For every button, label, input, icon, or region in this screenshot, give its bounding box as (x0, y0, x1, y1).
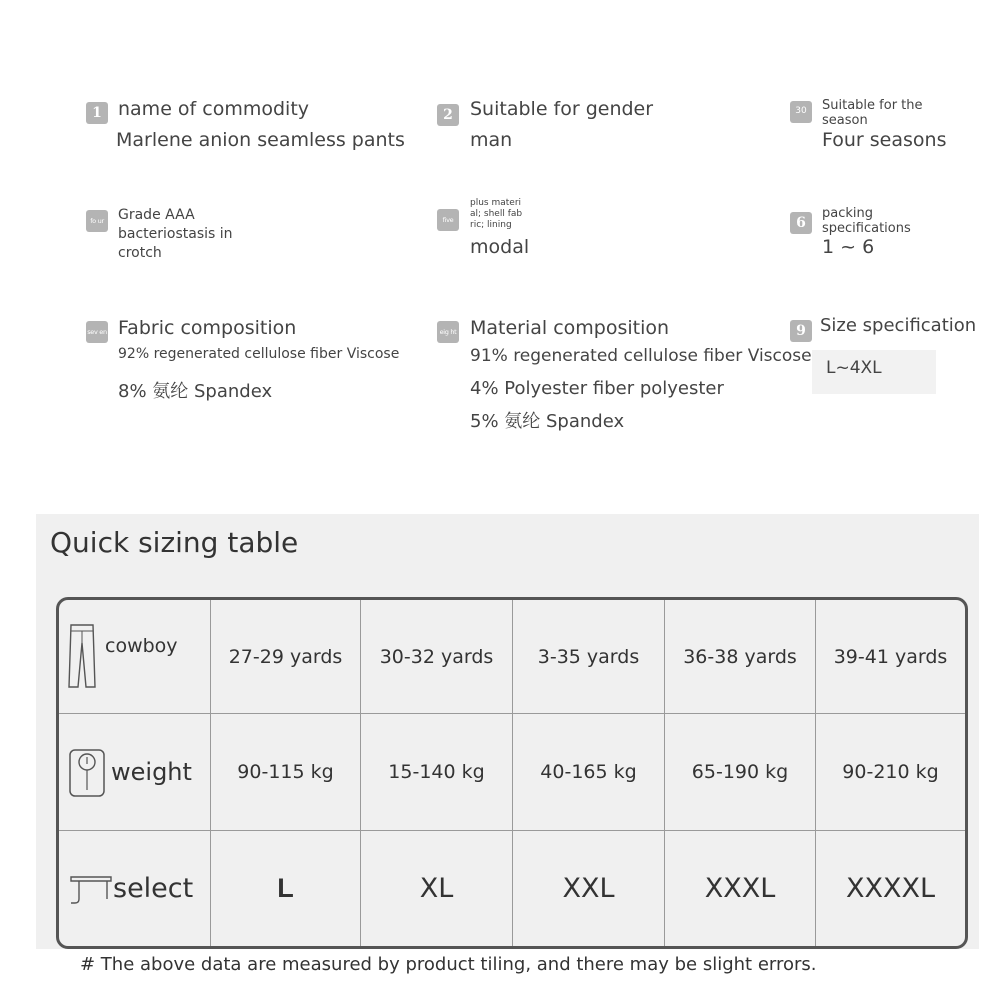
spec-title: Material composition (470, 317, 670, 339)
table-cell: XXL (513, 831, 665, 946)
table-cell: 36-38 yards (665, 600, 816, 714)
sizing-panel (36, 514, 979, 949)
table-cell: 65-190 kg (665, 714, 816, 831)
size-value-box (812, 350, 936, 394)
spec-title: Suitable for gender (470, 98, 654, 120)
spec-value: man (470, 129, 513, 151)
row-header-select (59, 831, 211, 946)
row-header-weight (59, 714, 211, 831)
spec-number-badge: 30 (790, 101, 812, 123)
table-cell: L (211, 831, 361, 946)
spec-value-line: 5% 氨纶 Spandex (470, 411, 625, 432)
sizing-table (56, 597, 968, 949)
pants-icon (67, 623, 97, 691)
table-cell: 3-35 yards (513, 600, 665, 714)
spec-number-badge: eig ht (437, 321, 459, 343)
table-cell: 30-32 yards (361, 600, 513, 714)
table-cell: XL (361, 831, 513, 946)
spec-value: Marlene anion seamless pants (116, 129, 405, 151)
spec-number-badge: 1 (86, 102, 108, 124)
row-header-cowboy (59, 600, 211, 714)
row-label: cowboy (105, 634, 178, 657)
spec-value-line: 91% regenerated cellulose fiber Viscose (470, 346, 812, 366)
spec-title: name of commodity (118, 98, 310, 120)
spec-value: L~4XL (826, 358, 882, 378)
spec-value: Four seasons (822, 129, 947, 151)
table-cell: XXXL (665, 831, 816, 946)
sizing-title: Quick sizing table (50, 526, 299, 559)
spec-title: Suitable for the season (822, 98, 923, 128)
table-cell: 15-140 kg (361, 714, 513, 831)
spec-value-line: 8% 氨纶 Spandex (118, 381, 273, 402)
spec-number-badge: 2 (437, 104, 459, 126)
spec-number-badge: fo ur (86, 210, 108, 232)
table-cell: 90-210 kg (816, 714, 965, 831)
row-label: select (113, 873, 194, 904)
table-cell: 40-165 kg (513, 714, 665, 831)
spec-number-badge: sev en (86, 321, 108, 343)
spec-number-badge: five (437, 209, 459, 231)
measuring-table-icon (67, 871, 113, 907)
table-cell: XXXXL (845, 873, 936, 904)
spec-title: Size specification (820, 315, 977, 336)
spec-title: Fabric composition (118, 317, 297, 339)
table-cell: 90-115 kg (211, 714, 361, 831)
row-label: weight (111, 758, 192, 786)
spec-value: 1 ~ 6 (822, 236, 875, 258)
spec-title: packing specifications (822, 206, 911, 236)
spec-number-badge: 6 (790, 212, 812, 234)
spec-value: modal (470, 236, 530, 258)
spec-value-line: 92% regenerated cellulose fiber Viscose (118, 346, 400, 362)
scale-icon (67, 744, 107, 800)
spec-value-line: 4% Polyester fiber polyester (470, 378, 724, 399)
footnote: # The above data are measured by product tiling, and there may be slight errors. (80, 954, 817, 975)
spec-number-badge: 9 (790, 320, 812, 342)
spec-title: plus materi al; shell fab ric; lining (470, 198, 523, 230)
table-cell: 39-41 yards (816, 600, 965, 714)
table-cell: 27-29 yards (211, 600, 361, 714)
spec-value: Grade AAA bacteriostasis in crotch (118, 207, 233, 261)
